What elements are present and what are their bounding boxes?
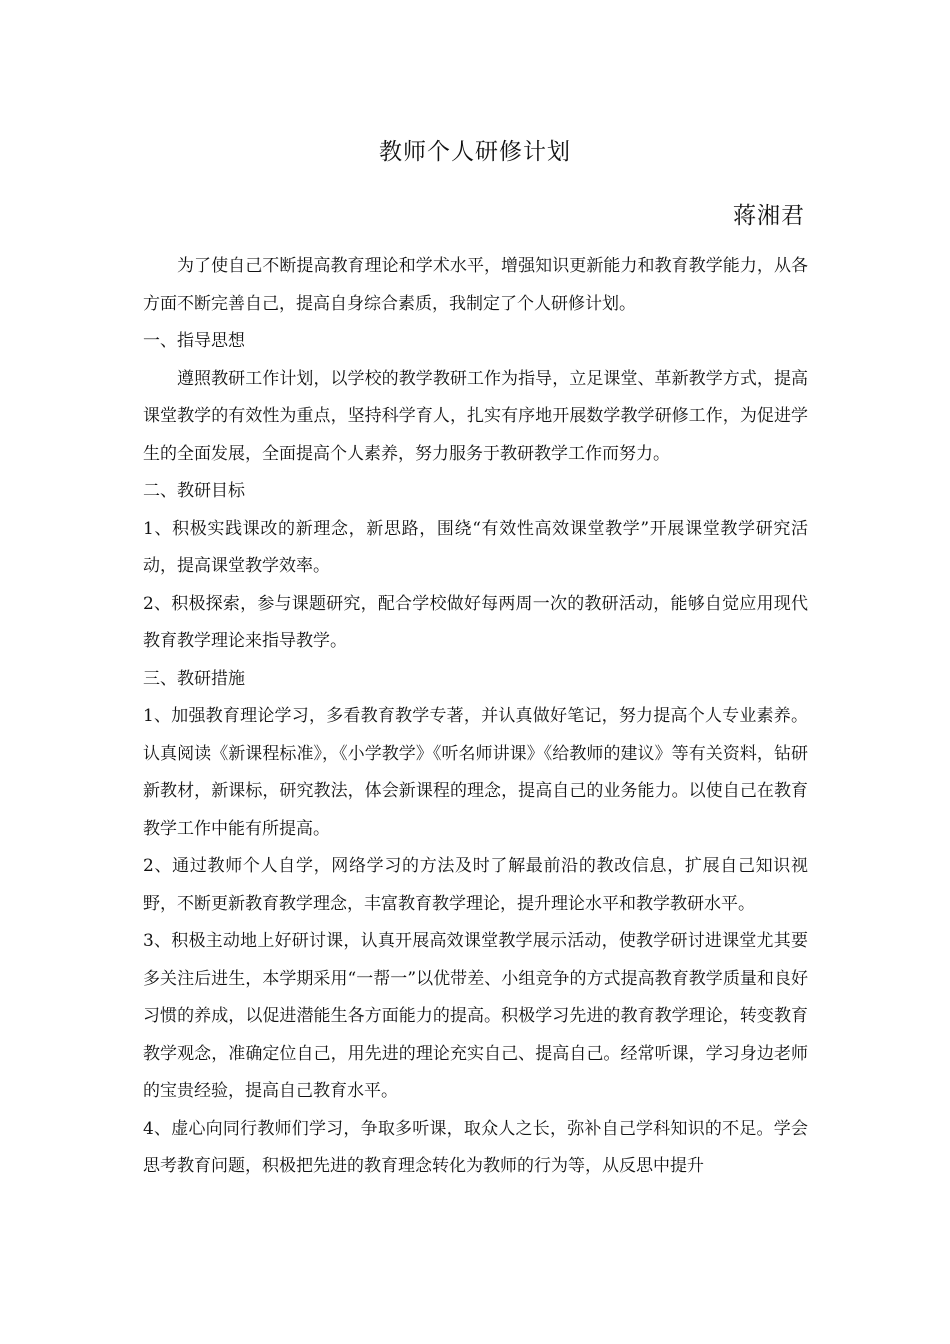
paragraph-guiding-thought: 遵照教研工作计划，以学校的教学教研工作为指导，立足课堂、革新教学方式，提高课堂教学的有效性为重点，坚持科学育人，扎实有序地开展数学教学研修工作，为促进学生的全面发展，全面提高个人素养，努力服务于教研教学工作而努力。: [143, 368, 808, 464]
measure-item-1: 1、加强教育理论学习，多看教育教学专著，并认真做好笔记，努力提高个人专业素养。认真阅读《新课程标准》，《小学教学》《听名师讲课》《给教师的建议》等有关资料，钻研新教材，新课标，研究教法，体会新课程的理念，提高自己的业务能力。以使自己在教育教学工作中能有所提高。: [143, 706, 808, 839]
document-title: 教师个人研修计划: [379, 139, 571, 165]
author-name: 蒋湘君: [733, 203, 805, 229]
measure-item-4: 4、虚心向同行教师们学习，争取多听课，取众人之长，弥补自己学科知识的不足。学会思考教育问题，积极把先进的教育理念转化为教师的行为等，从反思中提升: [143, 1118, 808, 1176]
section-heading-goals: 二、教研目标: [143, 481, 245, 501]
goal-item-2: 2、积极探索，参与课题研究，配合学校做好每两周一次的教研活动，能够自觉应用现代教育教学理论来指导教学。: [143, 593, 808, 651]
paragraph-intro: 为了使自己不断提高教育理论和学术水平，增强知识更新能力和教育教学能力，从各方面不断完善自己，提高自身综合素质，我制定了个人研修计划。: [143, 256, 808, 314]
measure-item-2: 2、通过教师个人自学，网络学习的方法及时了解最前沿的教改信息，扩展自己知识视野，不断更新教育教学理念，丰富教育教学理论，提升理论水平和教学教研水平。: [143, 856, 808, 914]
measure-item-3: 3、积极主动地上好研讨课，认真开展高效课堂教学展示活动，使教学研讨进课堂尤其要多关注后进生，本学期采用“一帮一”以优带差、小组竞争的方式提高教育教学质量和良好习惯的养成，以促进潜能生各方面能力的提高。积极学习先进的教育教学理论，转变教育教学观念，准确定位自己，用先进的理论充实自己、提高自己。经常听课，学习身边老师的宝贵经验，提高自己教育水平。: [143, 931, 808, 1101]
document-body: [143, 248, 808, 1186]
section-heading-guiding-thought: 一、指导思想: [143, 331, 245, 351]
section-heading-measures: 三、教研措施: [143, 668, 245, 689]
goal-item-1: 1、积极实践课改的新理念，新思路，围绕“有效性高效课堂教学”开展课堂教学研究活动，提高课堂教学效率。: [143, 518, 808, 576]
